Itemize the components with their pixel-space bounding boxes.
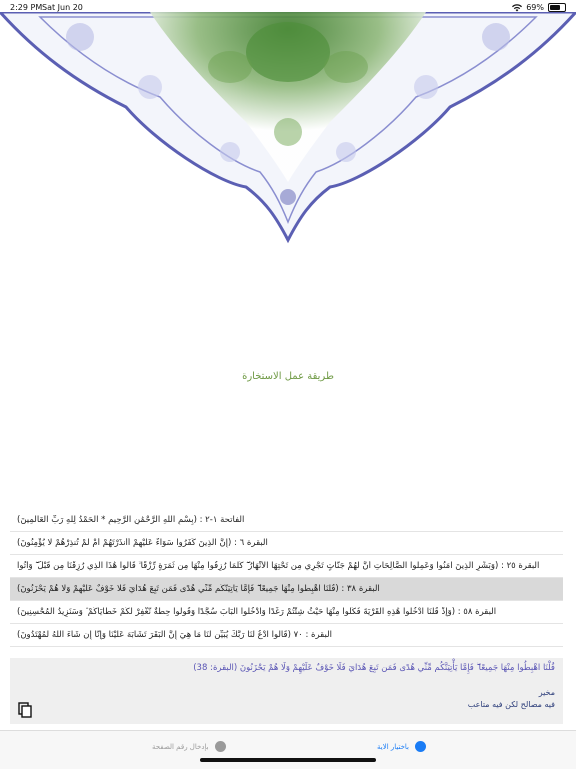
tab-bar [0,730,576,769]
status-time: 2:29 PM [10,3,43,12]
verse-row-text: البقرة ٥٨ : (وَإِذْ قُلْنَا ادْخُلُوا هَٰذِهِ الْقَرْيَةَ فَكُلُوا مِنْهَا حَيْثُ شِئْتُمْ رَغَدًا وَادْخُلُوا الْبَابَ سُجَّدًا وَقُولُوا حِطَّةٌ نَّغْفِرْ لَكُمْ خَطَايَاكُمْ ۚ وَسَنَزِيدُ الْمُحْسِنِينَ) [17,607,497,617]
verse-row[interactable] [10,509,563,532]
verse-detail-panel [10,658,563,724]
home-indicator [200,758,376,762]
verse-row-text: البقرة ٦ : (إِنَّ الَّذِينَ كَفَرُوا سَوَاءٌ عَلَيْهِمْ أَأَنذَرْتَهُمْ أَمْ لَمْ تُنذِرْهُمْ لَا يُؤْمِنُونَ) [17,538,268,548]
verse-list [10,509,563,647]
tab-enter-page-icon [215,741,226,752]
tab-select-verse-label: باختيار الاية [377,742,410,751]
status-date: Sat Jun 20 [42,3,83,12]
tab-select-verse[interactable] [377,741,426,752]
verse-row-text: البقرة ٣٨ : (قُلْنَا اهْبِطُوا مِنْهَا جَمِيعًا ۖ فَإِمَّا يَأْتِيَنَّكُم مِّنِّي هُدًى فَمَن تَبِعَ هُدَايَ فَلَا خَوْفٌ عَلَيْهِمْ وَلَا هُمْ يَحْزَنُونَ) [17,584,380,594]
verse-row[interactable] [10,555,563,578]
verse-row[interactable] [10,624,563,647]
verse-row[interactable] [10,578,563,601]
verse-row-text: الفاتحة ١-٢ : (بِسْمِ اللَّهِ الرَّحْمَٰنِ الرَّحِيمِ * الْحَمْدُ لِلَّهِ رَبِّ الْعَالَمِينَ) [17,515,245,525]
tab-enter-page[interactable] [152,741,226,752]
status-right [512,3,566,12]
verse-row-text: البقرة ٢٥ : (وَبَشِّرِ الَّذِينَ آمَنُوا وَعَمِلُوا الصَّالِحَاتِ أَنَّ لَهُمْ جَنَّاتٍ تَجْرِي مِن تَحْتِهَا الْأَنْهَارُ ۖ كُلَّمَا رُزِقُوا مِنْهَا مِن ثَمَرَةٍ رِّزْقًا ۙ قَالُوا هَٰذَا الَّذِي رُزِقْنَا مِن قَبْلُ ۖ وَأُتُوا [17,561,540,571]
battery-icon [548,3,566,12]
detail-result: مخير [538,688,555,697]
battery-percent: 69% [526,3,544,12]
verse-row-text: البقرة : ٧٠ (قَالُوا ادْعُ لَنَا رَبَّكَ يُبَيِّن لَّنَا مَا هِيَ إِنَّ الْبَقَرَ تَشَابَهَ عَلَيْنَا وَإِنَّا إِن شَاءَ اللَّهُ لَمُهْتَدُونَ) [17,630,332,640]
page-title: طريقة عمل الاستخارة [242,371,334,382]
tab-select-verse-icon [415,741,426,752]
verse-row[interactable] [10,532,563,555]
floral-ornament [0,12,576,244]
detail-verse-text: قُلْنَا اهْبِطُوا مِنْهَا جَمِيعًا ۖ فَإِمَّا يَأْتِيَنَّكُم مِّنِّي هُدًى فَمَن تَبِعَ هُدَايَ فَلَا خَوْفٌ عَلَيْهِمْ وَلَا هُمْ يَحْزَنُونَ (البقرة: 38) [193,663,555,673]
tab-enter-page-label: بإدخال رقم الصفحة [152,742,209,751]
wifi-icon [512,4,522,12]
verse-row[interactable] [10,601,563,624]
copy-icon[interactable] [18,702,32,718]
detail-description: فيه مصالح لكن فيه متاعب [467,700,555,709]
